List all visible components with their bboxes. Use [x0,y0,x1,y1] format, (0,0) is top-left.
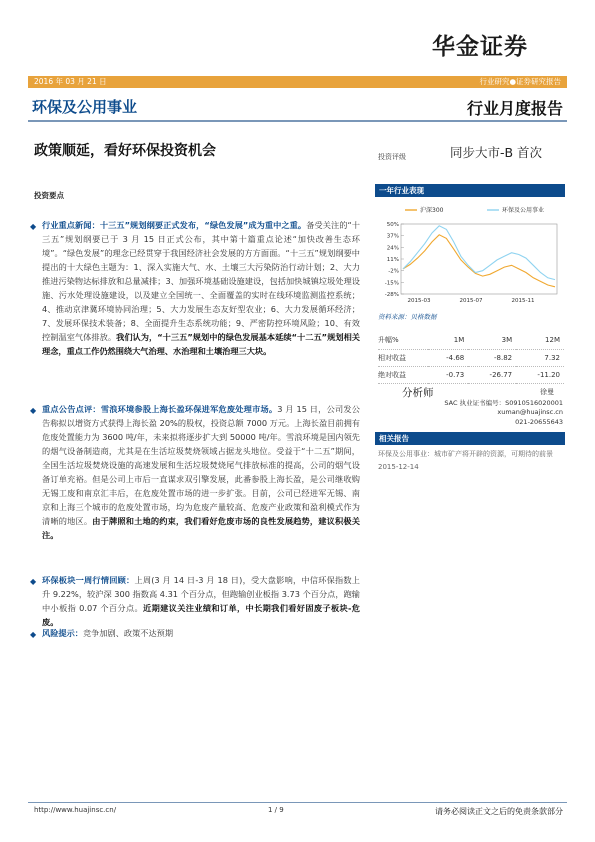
table-header-cell: 升幅% [378,332,428,349]
table-cell: -26.77 [468,366,516,383]
table-row [378,332,564,349]
y-tick-label: -28% [384,292,399,298]
table-cell: -11.20 [516,366,564,383]
plot-frame [401,224,557,294]
y-tick-label: -15% [384,280,399,287]
x-tick-label: 2015-07 [459,298,483,304]
analyst-title: 分析师 [402,387,434,399]
table-row [378,349,564,366]
chart-heading: 一年行业表现 [375,184,565,197]
diamond-bullet-icon: ◆ [30,577,37,586]
page-number: 1 / 9 [268,806,284,814]
analyst-email[interactable]: xuman@huajinsc.cn [497,408,563,416]
paragraph-conclusion: 近期建议关注业绩和订单，中长期我们看好固废子板块-危废。 [42,603,360,627]
table-cell: -8.82 [468,349,516,366]
legend-label: 沪深300 [420,207,444,214]
table-cell: 相对收益 [378,349,428,366]
diamond-bullet-icon: ◆ [30,222,37,231]
paragraph-announcement [30,402,360,542]
date-category-bar [28,76,567,88]
paragraph-lead: 重点公告点评：雪浪环境参股上海长盈环保进军危废处理市场。 [42,404,278,414]
report-category: 行业研究●证券研究报告 [479,77,561,86]
diamond-bullet-icon: ◆ [30,406,37,415]
y-tick-label: 37% [386,233,399,240]
paragraph-body: 备受关注的“十三五”规划纲要已于 3 月 15 日正式公布，其中第十篇重点论述“加快改善生态环境”。“绿色发展”的理念已经贯穿于我国经济社会发展的方方面面。“十三五”规划纲要中提出的十大绿色主题为：1、深入实施大气、水、土壤三大污染防治行动计划；2、大力推进污染物达标排放和总量减排；3、加强环境基础设施建设，包括加快城镇垃圾处理设施、污水处理设施建设，以及建立全国统一、全面覆盖的实时在线环境监测监控系统；4、推动京津冀环境协同治理；5、大力发展生态友好型农业；6、大力发展循环经济；7、发展环保技术装备；8、全面提升生态系统功能；9、严密防控环境风险；10、有效控制温室气体排放。 [42,220,360,342]
paragraph-lead: 环保板块一周行情回顾： [42,575,135,585]
footer-divider [28,802,567,803]
series-line [403,226,555,280]
paragraph-lead: 风险提示： [42,628,83,638]
company-logo: 华金证券 [432,34,528,60]
table-cell: -0.73 [428,366,468,383]
diamond-bullet-icon: ◆ [30,630,37,639]
performance-chart [375,200,565,310]
investment-points-heading: 投资要点 [34,191,64,200]
y-tick-label: 50% [386,222,399,228]
table-row [378,366,564,383]
report-headline: 政策顺延，看好环保投资机会 [34,143,216,159]
related-report-item[interactable]: 环保及公用事业：城市矿产将开辟的资源，可期待的前景 2015-12-14 [378,450,553,471]
performance-table [378,332,564,384]
x-tick-label: 2015-03 [407,298,431,304]
table-header-cell: 1M [428,332,468,349]
y-tick-label: 24% [386,245,399,252]
y-tick-label: -2% [388,268,399,275]
analyst-sac: SAC 执业证书编号：S0910516020001 [444,399,563,407]
table-header-cell: 12M [516,332,564,349]
table-cell: -4.68 [428,349,468,366]
sector-title: 环保及公用事业 [32,98,138,116]
footer-url[interactable]: http://www.huajinsc.cn/ [34,806,117,814]
footer-disclaimer: 请务必阅读正文之后的免责条款部分 [435,807,563,816]
paragraph-industry-news [30,218,360,358]
analyst-phone: 021-20655643 [515,418,563,426]
paragraph-body: 上周(3 月 14 日-3 月 18 日)，受大盘影响，中信环保指数上升 9.22%，较沪深 300 指数高 4.31 个百分点，但跑输创业板指 3.73 个百分点，跑输中小板指 0.07 个百分点。 [42,575,360,613]
x-tick-label: 2015-11 [511,298,535,304]
related-reports-heading: 相关报告 [375,432,565,445]
table-header-cell: 3M [468,332,516,349]
table-cell: 7.32 [516,349,564,366]
paragraph-weekly-review [30,573,360,629]
rating-value: 同步大市-B 首次 [450,145,543,160]
rating-label: 投资评级 [378,153,406,161]
report-type: 行业月度报告 [466,99,563,118]
paragraph-conclusion: 我们认为，“十三五”规划中的绿色发展基本延续“十二五”规划相关理念，重点工作仍然围绕大气治理、水治理和土壤治理三大块。 [42,332,360,356]
report-date: 2016 年 03 月 21 日 [34,77,107,86]
legend-label: 环保及公用事业 [502,207,545,214]
divider [28,120,567,122]
paragraph-body: 3 月 15 日，公司发公告称拟以增资方式获得上海长盈 20%的股权，投资总额 7000 万元。上海长盈目前拥有危废处置能力为 3600 吨/年，未来拟将逐步扩大到 50000 吨/年。雪浪环境是国内领先的烟气设备制造商，尤其是在生活垃圾焚烧领域占据龙头地位。受益于“十二五”期间，全国生活垃圾焚烧设施的高速发展和生活垃圾焚烧尾气排放标准的提高，公司的烟气设备订单充裕。但是公司上市后一直谋求双引擎发展，此番参股上海长盈，是公司继收购无锡工废和南京汇丰后，在危废处置市场的进一步扩张。目前，公司已经进军无锡、南京和上海三个城市的危废处置市场，均为危废产量较高、危废产业政策和盈利模式作为清晰的地区。 [42,404,360,526]
y-tick-label: 11% [386,257,399,263]
chart-source: 资料来源：贝格数据 [378,313,437,321]
analyst-name: 徐曼 [540,388,554,396]
paragraph-conclusion: 由于牌照和土地的约束，我们看好危废市场的良性发展趋势，建议积极关注。 [42,516,360,540]
paragraph-risk [30,626,360,640]
paragraph-lead: 行业重点新闻：十三五”规划纲要正式发布，“绿色发展”成为重中之重。 [42,220,307,230]
paragraph-body: 竞争加剧、政策不达预期 [82,628,174,638]
table-cell: 绝对收益 [378,366,428,383]
